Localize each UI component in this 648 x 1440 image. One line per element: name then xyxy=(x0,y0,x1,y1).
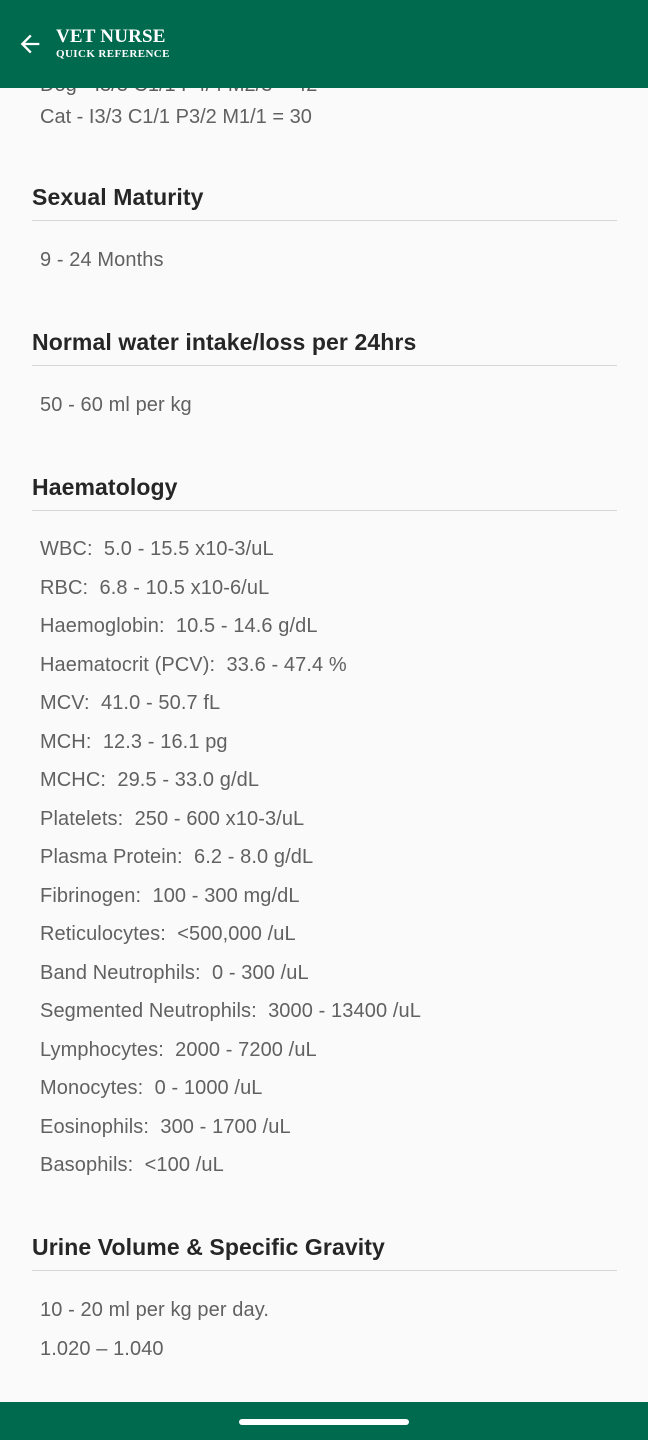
section-line: Eosinophils: 300 - 1700 /uL xyxy=(40,1116,291,1138)
section-line: Band Neutrophils: 0 - 300 /uL xyxy=(40,962,309,984)
back-button[interactable] xyxy=(12,26,48,62)
section-title: Normal water intake/loss per 24hrs xyxy=(32,329,417,355)
section-divider xyxy=(32,220,617,221)
section-line: RBC: 6.8 - 10.5 x10-6/uL xyxy=(40,577,270,599)
section-line: Monocytes: 0 - 1000 /uL xyxy=(40,1077,263,1099)
section-divider xyxy=(32,365,617,366)
section-divider xyxy=(32,1270,617,1271)
section-line: Haemoglobin: 10.5 - 14.6 g/dL xyxy=(40,615,318,637)
section-line: 9 - 24 Months xyxy=(40,249,164,271)
app-title: VET NURSE xyxy=(56,26,166,47)
section-line: Segmented Neutrophils: 3000 - 13400 /uL xyxy=(40,1000,421,1022)
system-navigation-bar xyxy=(0,1402,648,1440)
app-subtitle: QUICK REFERENCE xyxy=(56,48,170,60)
section-line: MCV: 41.0 - 50.7 fL xyxy=(40,692,221,714)
section-title: Urine Volume & Specific Gravity xyxy=(32,1234,385,1260)
section-line: Basophils: <100 /uL xyxy=(40,1154,224,1176)
section-divider xyxy=(32,510,617,511)
section-title: Sexual Maturity xyxy=(32,184,204,210)
section-line: Fibrinogen: 100 - 300 mg/dL xyxy=(40,885,300,907)
app-bar xyxy=(0,0,648,88)
arrow-left-icon xyxy=(16,30,44,58)
section-line: 50 - 60 ml per kg xyxy=(40,394,192,416)
section-line: Plasma Protein: 6.2 - 8.0 g/dL xyxy=(40,846,314,868)
section-line: WBC: 5.0 - 15.5 x10-3/uL xyxy=(40,538,274,560)
section-line: Lymphocytes: 2000 - 7200 /uL xyxy=(40,1039,317,1061)
gesture-handle[interactable] xyxy=(239,1419,409,1425)
section-line: Platelets: 250 - 600 x10-3/uL xyxy=(40,808,305,830)
app-logo xyxy=(56,26,170,60)
section-title: Haematology xyxy=(32,474,178,500)
section-line: 1.020 – 1.040 xyxy=(40,1338,164,1360)
section-line: MCH: 12.3 - 16.1 pg xyxy=(40,731,228,753)
content-scroll-area[interactable] xyxy=(0,88,648,1402)
section-line: 10 - 20 ml per kg per day. xyxy=(40,1299,270,1321)
section-line: MCHC: 29.5 - 33.0 g/dL xyxy=(40,769,260,791)
dental-formula-cat: Cat - I3/3 C1/1 P3/2 M1/1 = 30 xyxy=(40,106,312,128)
section-line: Reticulocytes: <500,000 /uL xyxy=(40,923,296,945)
section-line: Haematocrit (PCV): 33.6 - 47.4 % xyxy=(40,654,347,676)
